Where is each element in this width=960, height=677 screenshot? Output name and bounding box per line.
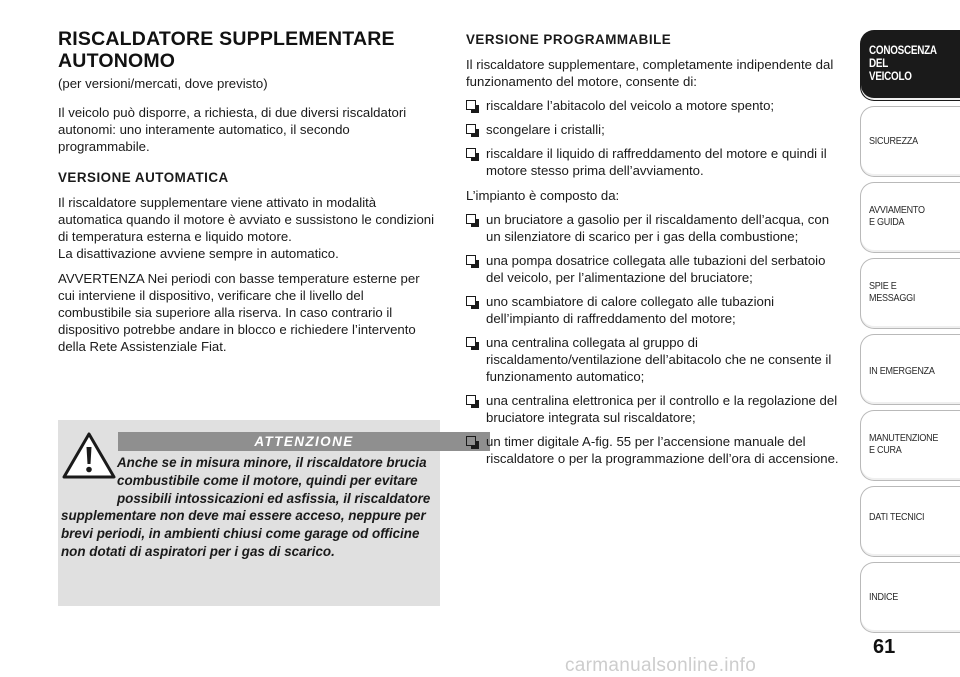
automatic-version-text — [58, 194, 440, 262]
list-item — [466, 293, 841, 327]
warning-label: ATTENZIONE — [118, 432, 490, 451]
list-item — [466, 121, 841, 138]
tab-in-emergenza[interactable] — [860, 334, 960, 405]
system-intro: L’impianto è composto da: — [466, 188, 620, 203]
list-item-text: riscaldare il liquido di raffreddamento del motore e quindi il motore stesso prima dell’avviamento. — [486, 146, 827, 178]
tab-label: MANUTENZIONE E CURA — [869, 432, 939, 456]
checkbox-bullet-icon — [466, 436, 476, 446]
list-item — [466, 433, 841, 467]
checkbox-bullet-icon — [466, 148, 476, 158]
chapter-tabs — [860, 30, 960, 630]
tab-avviamento-e-guida[interactable] — [860, 182, 960, 253]
tab-label: CONOSCENZA DEL VEICOLO — [869, 45, 937, 83]
checkbox-bullet-icon — [466, 214, 476, 224]
list-item-text: uno scambiatore di calore collegato alle tubazioni dell’impianto di raffreddamento del motore; — [486, 294, 775, 326]
tab-label: SICUREZZA — [869, 135, 918, 147]
intro-paragraph: Il veicolo può disporre, a richiesta, di due diversi riscaldatori autonomi: uno interamente automatico, il secondo programmabile. — [58, 105, 407, 154]
automatic-activation-text: Il riscaldatore supplementare viene attivato in modalità automatica quando il motore è avviato e sussistono le condizioni di temperatura esterna e liquido motore. — [58, 195, 435, 244]
tab-conoscenza-del-veicolo[interactable] — [860, 30, 960, 101]
tab-spie-e-messaggi[interactable] — [860, 258, 960, 329]
list-item-text: un bruciatore a gasolio per il riscaldamento dell’acqua, con un silenziatore di scarico per i gas della combustione; — [486, 212, 830, 244]
watermark: carmanualsonline.info — [565, 655, 757, 676]
page-number: 61 — [873, 636, 896, 658]
right-column — [466, 31, 841, 467]
tab-dati-tecnici[interactable] — [860, 486, 960, 557]
section-title-line2: AUTONOMO — [58, 50, 176, 72]
checkbox-bullet-icon — [466, 337, 476, 347]
availability-note: (per versioni/mercati, dove previsto) — [58, 76, 268, 91]
list-item-text: un timer digitale A-fig. 55 per l’accensione manuale del riscaldatore o per la programmazione dell’ora di accensione. — [486, 434, 839, 466]
warning-text: Anche se in misura minore, il riscaldatore brucia combustibile come il motore, quindi per evitare possibili intossicazioni ed asfissia, il riscaldatore supplementare non deve mai essere acceso, neppure per brevi periodi, in ambienti chiusi come garage od officine non dotati di aspiratori per i gas di scarico. — [61, 455, 431, 559]
automatic-version-heading: VERSIONE AUTOMATICA — [58, 170, 229, 185]
programmable-version-heading: VERSIONE PROGRAMMABILE — [466, 32, 672, 47]
list-item-text: una centralina elettronica per il controllo e la regolazione del bruciatore integrata sul riscaldatore; — [486, 393, 838, 425]
left-column — [58, 28, 440, 355]
list-item-text: una centralina collegata al gruppo di riscaldamento/ventilazione dell’abitacolo che ne consente il funzionamento automatico; — [486, 335, 832, 384]
section-title — [58, 28, 440, 72]
tab-label: IN EMERGENZA — [869, 365, 935, 377]
list-item — [466, 334, 841, 385]
list-item-text: scongelare i cristalli; — [486, 122, 605, 137]
warning-box — [58, 420, 440, 606]
warning-text-block — [61, 454, 435, 561]
list-item — [466, 145, 841, 179]
list-item-text: una pompa dosatrice collegata alle tubazioni del serbatoio del veicolo, per l’alimentazione del bruciatore; — [486, 253, 826, 285]
list-item-text: riscaldare l’abitacolo del veicolo a motore spento; — [486, 98, 775, 113]
uses-list — [466, 97, 841, 179]
tab-label: INDICE — [869, 591, 899, 603]
checkbox-bullet-icon — [466, 296, 476, 306]
tab-sicurezza[interactable] — [860, 106, 960, 177]
section-title-line1: RISCALDATORE SUPPLEMENTARE — [58, 28, 395, 50]
programmable-intro: Il riscaldatore supplementare, completamente indipendente dal funzionamento del motore, consente di: — [466, 57, 834, 89]
tab-label: AVVIAMENTO E GUIDA — [869, 204, 925, 228]
list-item — [466, 211, 841, 245]
checkbox-bullet-icon — [466, 255, 476, 265]
list-item — [466, 252, 841, 286]
checkbox-bullet-icon — [466, 124, 476, 134]
tab-label: SPIE E MESSAGGI — [869, 280, 916, 304]
tab-label: DATI TECNICI — [869, 511, 925, 523]
list-item — [466, 392, 841, 426]
list-item — [466, 97, 841, 114]
tab-indice[interactable] — [860, 562, 960, 633]
advisory-paragraph: AVVERTENZA Nei periodi con basse temperature esterne per cui interviene il dispositivo, verificare che il livello del combustibile sia superiore alla riserva. In caso contrario il dispositivo potrebbe andare in blocco e richiedere l’intervento della Rete Assistenziale Fiat. — [58, 271, 420, 354]
checkbox-bullet-icon — [466, 395, 476, 405]
components-list — [466, 211, 841, 467]
tab-manutenzione-e-cura[interactable] — [860, 410, 960, 481]
automatic-deactivation-text: La disattivazione avviene sempre in automatico. — [58, 246, 339, 261]
checkbox-bullet-icon — [466, 100, 476, 110]
